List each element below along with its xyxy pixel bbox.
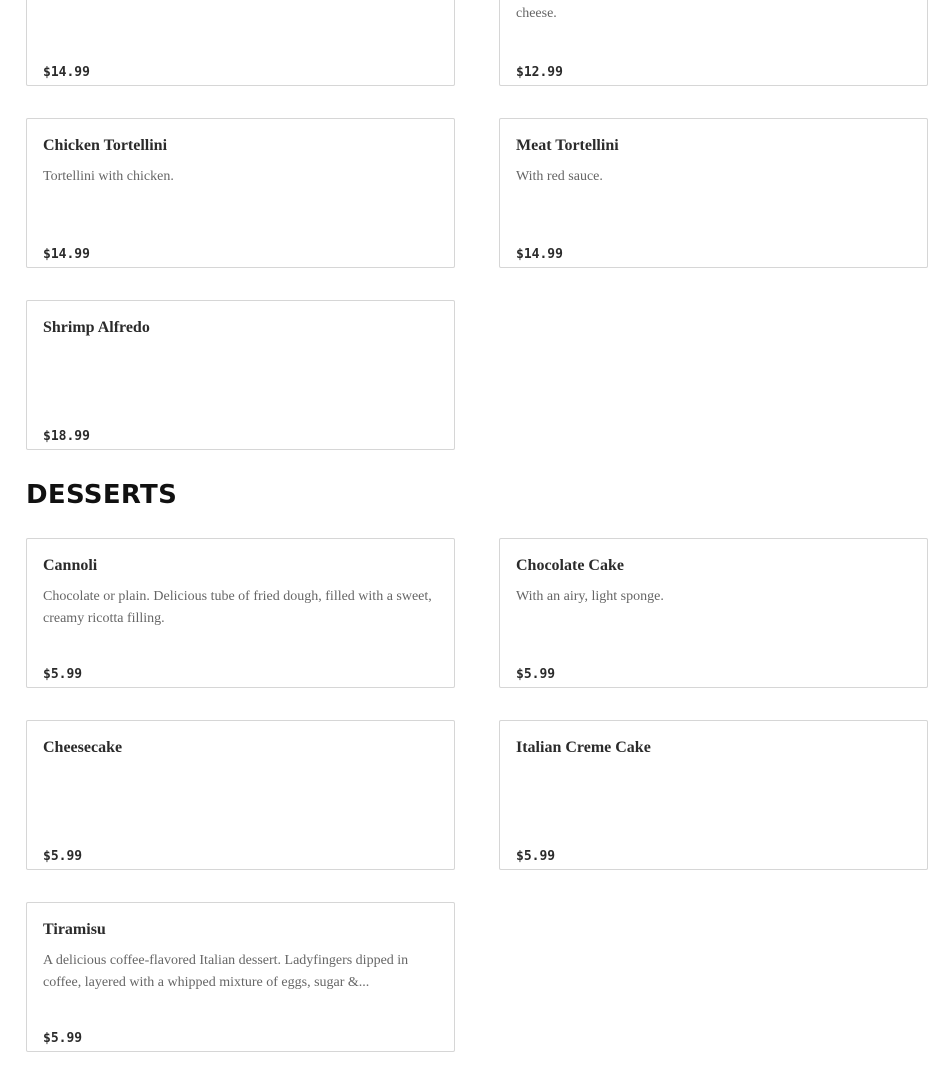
menu-item-name: Cheesecake	[43, 739, 123, 756]
menu-item-price: $5.99	[43, 1031, 83, 1046]
menu-item-price: $5.99	[43, 849, 83, 864]
menu-item-card[interactable]	[26, 902, 455, 1052]
menu-item-price: $14.99	[43, 65, 90, 80]
menu-item-name: Chocolate Cake	[516, 557, 624, 574]
menu-item-card[interactable]	[26, 0, 455, 86]
menu-item-name: Shrimp Alfredo	[43, 319, 150, 336]
menu-item-card[interactable]	[26, 720, 455, 870]
menu-item-description: Chocolate or plain. Delicious tube of fried dough, filled with a sweet, creamy ricotta filling.	[43, 589, 432, 626]
menu-item-price: $18.99	[43, 429, 90, 444]
menu-item-description: cheese.	[516, 6, 557, 21]
section-title-desserts: DESSERTS	[26, 480, 178, 510]
menu-item-card[interactable]	[26, 118, 455, 268]
menu-item-card[interactable]	[499, 118, 928, 268]
menu-item-name: Cannoli	[43, 557, 98, 574]
menu-item-name: Italian Creme Cake	[516, 739, 651, 756]
menu-item-name: Meat Tortellini	[516, 137, 619, 154]
menu-item-price: $5.99	[516, 667, 556, 682]
menu-item-name: Chicken Tortellini	[43, 137, 168, 154]
menu-item-description: Tortellini with chicken.	[43, 169, 174, 184]
menu-item-price: $5.99	[516, 849, 556, 864]
menu-item-card[interactable]	[499, 0, 928, 86]
menu-item-card[interactable]	[26, 300, 455, 450]
menu-item-card[interactable]	[26, 538, 455, 688]
menu-item-description: With red sauce.	[516, 169, 603, 184]
menu-item-description: A delicious coffee-flavored Italian dessert. Ladyfingers dipped in coffee, layered with a whipped mixture of eggs, sugar &...	[43, 953, 409, 990]
menu-item-card[interactable]	[499, 538, 928, 688]
menu-item-name: Tiramisu	[43, 921, 106, 938]
menu-item-card[interactable]	[499, 720, 928, 870]
menu-item-price: $5.99	[43, 667, 83, 682]
menu-item-price: $14.99	[516, 247, 563, 262]
menu-item-description: With an airy, light sponge.	[516, 589, 664, 604]
menu-item-price: $14.99	[43, 247, 90, 262]
menu-item-price: $12.99	[516, 65, 563, 80]
